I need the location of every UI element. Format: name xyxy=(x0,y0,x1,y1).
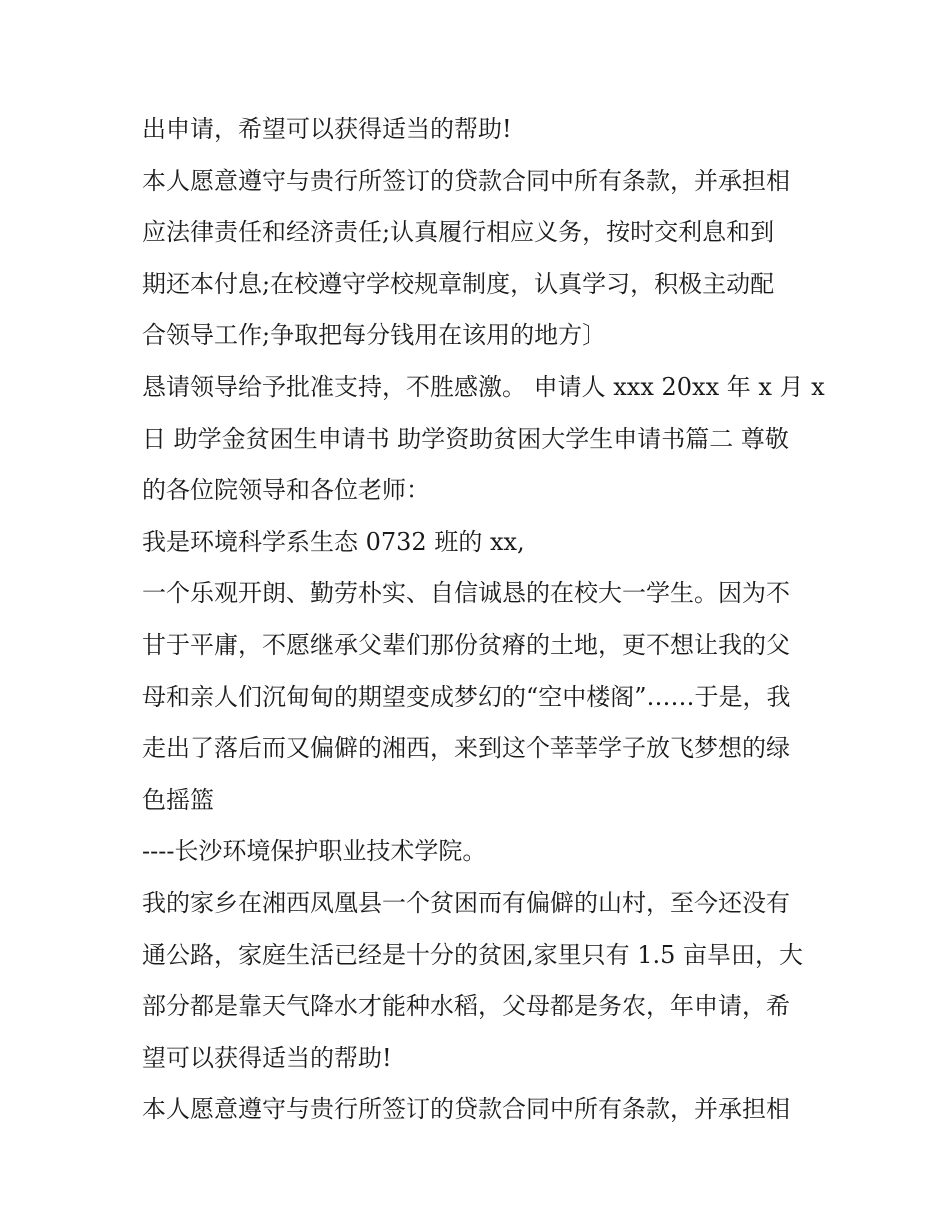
text-line-1: 出申请，希望可以获得适当的帮助! xyxy=(142,115,512,143)
text-line-6: 恳请领导给予批准支持，不胜感激。 申请人 xxx 20xx 年 x 月 x xyxy=(142,372,825,401)
text-line-15: ----长沙环境保护职业技术学院。 xyxy=(142,837,487,866)
body-text xyxy=(142,104,832,1136)
text-line-3: 应法律责任和经济责任;认真履行相应义务，按时交利息和到 xyxy=(142,218,775,247)
text-line-7: 日 助学金贫困生申请书 助学资助贫困大学生申请书篇二 尊敬 xyxy=(142,424,789,453)
text-line-12: 母和亲人们沉甸甸的期望变成梦幻的“空中楼阁”……于是，我 xyxy=(142,682,791,711)
text-line-5: 合领导工作;争取把每分钱用在该用的地方〕 xyxy=(142,321,607,350)
text-line-2: 本人愿意遵守与贵行所签订的贷款合同中所有条款，并承担相 xyxy=(142,166,790,195)
text-line-16: 我的家乡在湘西凤凰县一个贫困而有偏僻的山村，至今还没有 xyxy=(142,888,790,917)
text-line-10: 一个乐观开朗、勤劳朴实、自信诚恳的在校大一学生。因为不 xyxy=(142,579,790,608)
text-line-20: 本人愿意遵守与贵行所签订的贷款合同中所有条款，并承担相 xyxy=(142,1095,790,1124)
text-line-4: 期还本付息;在校遵守学校规章制度，认真学习，积极主动配 xyxy=(142,269,775,298)
text-line-9: 我是环境科学系生态 0732 班的 xx, xyxy=(142,527,525,556)
text-line-11: 甘于平庸，不愿继承父辈们那份贫瘠的土地，更不想让我的父 xyxy=(142,630,790,659)
text-line-19: 望可以获得适当的帮助! xyxy=(142,1043,392,1072)
text-line-18: 部分都是靠天气降水才能种水稻，父母都是务农，年申请，希 xyxy=(142,992,790,1021)
text-line-8: 的各位院领导和各位老师： xyxy=(142,476,430,505)
text-line-17: 通公路，家庭生活已经是十分的贫困,家里只有 1.5 亩旱田，大 xyxy=(142,940,804,969)
text-line-13: 走出了落后而又偏僻的湘西，来到这个莘莘学子放飞梦想的绿 xyxy=(142,734,790,763)
text-line-14: 色摇篮 xyxy=(142,785,214,814)
